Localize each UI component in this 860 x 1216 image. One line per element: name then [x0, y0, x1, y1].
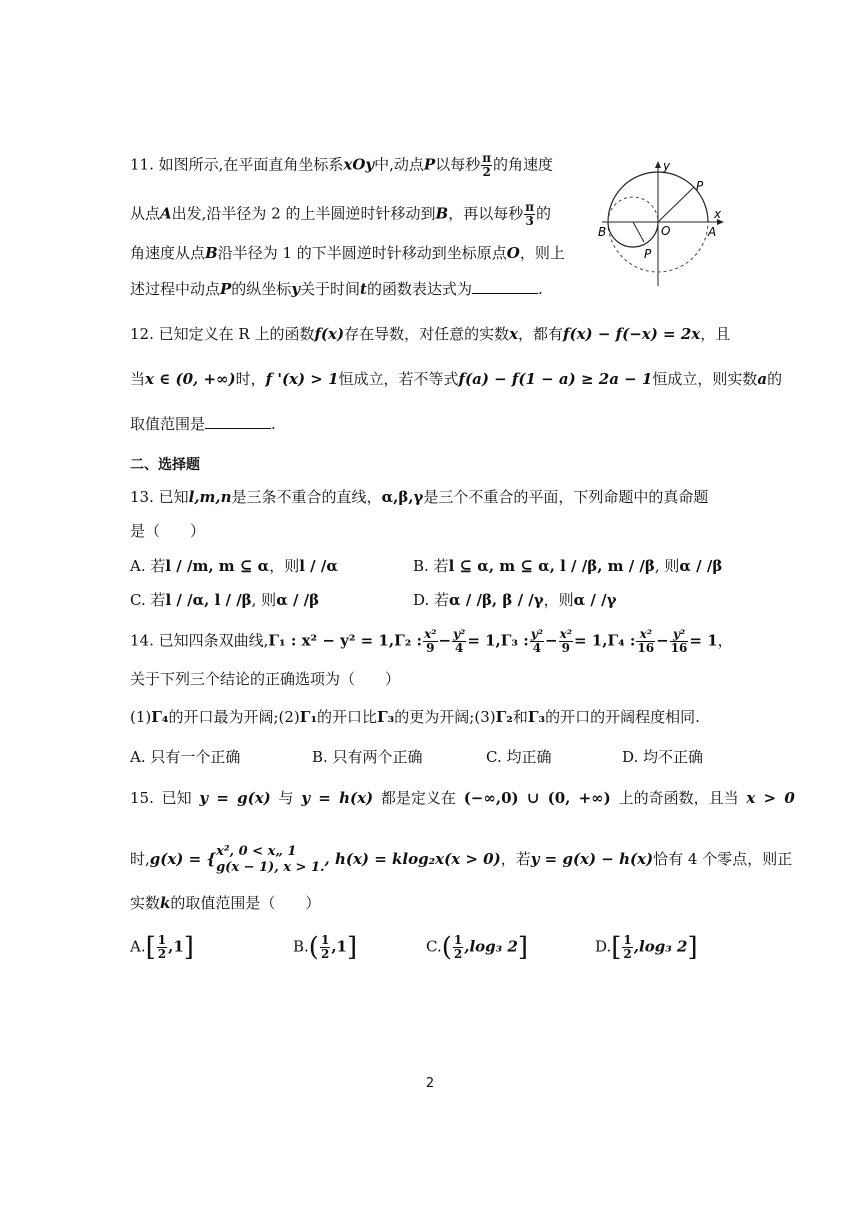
section-heading: 二、选择题 — [130, 457, 200, 473]
fraction-x2-over-16: $\frac{\text{x²}}{16}$ — [637, 627, 655, 655]
fraction-x2-over-9-b: $\frac{\text{x²}}{9}$ — [559, 627, 572, 655]
label-y: y — [663, 159, 671, 173]
y-axis-arrow — [655, 161, 661, 168]
q15-line2: 时,g(x) = { x², 0 < x„ 1 g(x − 1), x > 1. , h(x) = klog₂x(x > 0)，若y = g(x) − h(x)恰有 4 个零点，则正 — [130, 844, 793, 875]
page-number: 2 — [425, 1076, 435, 1091]
fraction-one-half: $\frac{1}{2}$ — [157, 933, 167, 961]
q15-option-a: A.[ $\frac{1}{2}$ ,1] — [130, 932, 194, 963]
q15-option-b: B.( $\frac{1}{2}$ ,1] — [293, 932, 358, 963]
q11-line3: 角速度从点B沿半径为 1 的下半圆逆时针移动到坐标原点O，则上 — [130, 244, 565, 262]
q14-line1: 14. 已知四条双曲线,Γ₁ : x² − y² = 1,Γ₂ : $\frac{\text{x²}}{9}$ − $\frac{\text{y²}}{4}$ = 1,Γ₃ : $\frac{\text{y²}}{4}$ − $\frac{\text{x²}}{9}$ = 1,Γ₄ : $\frac{\text{x²}}{16}$ − $\frac{\text{y²}}{16}$ = 1， — [130, 627, 733, 655]
q11-line2: 从点A出发,沿半径为 2 的上半圆逆时针移动到B，再以每秒 $\frac{\pi}{3}$ 的 — [130, 200, 552, 228]
fraction-y2-over-4-b: $\frac{\text{y²}}{4}$ — [530, 627, 543, 655]
q14-option-d: D. 均不正确 — [622, 748, 704, 766]
q14-line2: 关于下列三个结论的正确选项为（ ） — [130, 670, 401, 688]
fraction-y2-over-4: $\frac{\text{y²}}{4}$ — [453, 627, 466, 655]
q11-line4: 述过程中动点P的纵坐标y关于时间t的函数表达式为 . — [130, 280, 543, 298]
q15-option-d: D.[ $\frac{1}{2}$ ,log₃ 2] — [595, 932, 698, 963]
q12-line1: 12. 已知定义在 R 上的函数f(x)存在导数，对任意的实数x，都有f(x) − f(−x) = 2x，且 — [130, 325, 731, 343]
q12-line3: 取值范围是 . — [130, 415, 276, 433]
label-p-top: P — [696, 179, 704, 193]
q14-option-b: B. 只有两个正确 — [312, 748, 423, 766]
fraction-one-half: $\frac{1}{2}$ — [320, 933, 330, 961]
circle-figure — [594, 156, 734, 290]
label-b: B — [598, 225, 607, 239]
q13-line2: 是（ ） — [130, 522, 206, 540]
q14-line3: (1)Γ₄的开口最为开阔;(2)Γ₁的开口比Γ₃的更为开阔;(3)Γ₂和Γ₃的开口的开阔程度相同. — [130, 708, 700, 726]
piecewise-definition: x², 0 < x„ 1 g(x − 1), x > 1. — [216, 844, 325, 875]
q13-option-b: B. 若l ⊆ α, m ⊆ α, l / /β, m / /β, 则α / /β — [413, 557, 723, 575]
q14-option-a: A. 只有一个正确 — [130, 748, 241, 766]
radius-to-lower-p — [633, 222, 644, 242]
fraction-one-half: $\frac{1}{2}$ — [623, 933, 632, 961]
label-p-bottom: P — [644, 247, 652, 261]
fraction-pi-over-3: $\frac{\pi}{3}$ — [525, 200, 535, 228]
answer-blank — [205, 416, 271, 429]
q13-line1: 13. 已知l,m,n是三条不重合的直线，α,β,γ是三个不重合的平面，下列命题中的真命题 — [130, 488, 709, 506]
q15-option-c: C.( $\frac{1}{2}$ ,log₃ 2] — [426, 932, 529, 963]
fraction-pi-over-2: $\frac{\pi}{2}$ — [482, 151, 492, 179]
small-upper-dashed — [608, 197, 658, 222]
answer-blank — [472, 281, 538, 294]
q13-option-a: A. 若l / /m, m ⊆ α，则l / /α — [130, 557, 338, 575]
label-x: x — [714, 207, 722, 221]
q13-option-c: C. 若l / /α, l / /β, 则α / /β — [130, 591, 320, 609]
q11-line1: 11. 如图所示,在平面直角坐标系xOy中,动点P以每秒 $\frac{\pi}{2}$ 的角速度 — [130, 151, 554, 179]
q12-line2: 当x ∈ (0, +∞)时，f '(x) > 1恒成立，若不等式f(a) − f(1 − a) ≥ 2a − 1恒成立，则实数a的 — [130, 370, 783, 388]
radius-to-upper-p — [658, 187, 694, 222]
q13-option-d: D. 若α / /β, β / /γ，则α / /γ — [413, 591, 617, 609]
q14-option-c: C. 均正确 — [486, 748, 552, 766]
q15-line3: 实数k的取值范围是（ ） — [130, 894, 321, 912]
label-a: A — [708, 225, 717, 239]
label-o: O — [661, 224, 671, 238]
fraction-x2-over-9: $\frac{\text{x²}}{9}$ — [424, 627, 437, 655]
fraction-y2-over-16: $\frac{\text{y²}}{16}$ — [670, 627, 688, 655]
q15-line1: 15. 已知 y = g(x) 与 y = h(x) 都是定义在 (−∞,0) ∪ (0, +∞) 上的奇函数，且当 x > 0 — [130, 789, 795, 807]
small-lower-semicircle-radius-1 — [608, 222, 658, 247]
fraction-one-half: $\frac{1}{2}$ — [453, 933, 463, 961]
